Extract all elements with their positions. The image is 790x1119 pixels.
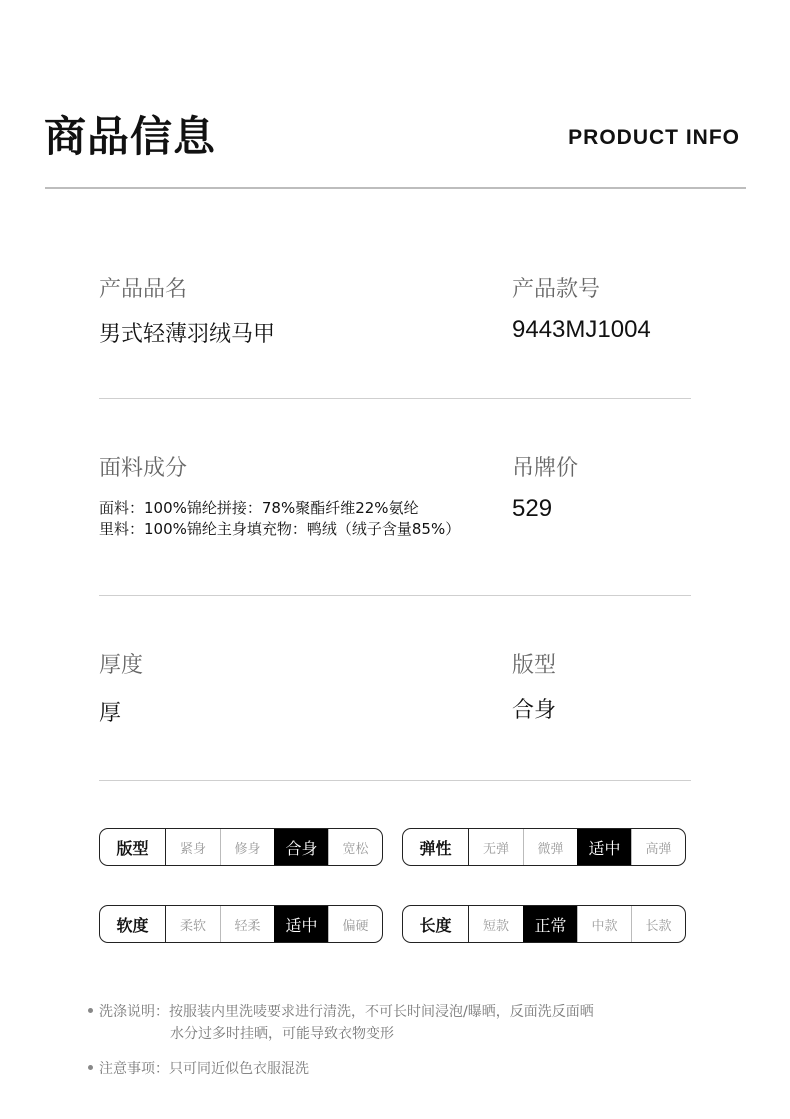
product-name-value: 男式轻薄羽绒马甲 [99, 322, 276, 347]
length-option: 长款 [631, 906, 685, 942]
price-label: 吊牌价 [512, 456, 579, 481]
fit-option: 宽松 [328, 829, 382, 865]
thickness-label: 厚度 [99, 653, 144, 678]
fit-scale-title: 版型 [100, 829, 166, 865]
fit-label: 版型 [512, 653, 557, 678]
caution-note [88, 1058, 309, 1080]
elasticity-option: 高弹 [631, 829, 685, 865]
elasticity-option: 微弹 [523, 829, 577, 865]
softness-option: 偏硬 [328, 906, 382, 942]
length-option: 短款 [482, 918, 509, 934]
wash-line-1: 按服装内里洗唛要求进行清洗，不可长时间浸泡/曝晒，反面洗反面晒 [169, 1004, 594, 1020]
fabric-line-lining: 里料：100%锦纶主身填充物：鸭绒（绒子含量85%） [99, 520, 461, 538]
fit-value: 合身 [512, 698, 557, 723]
softness-option: 柔软 [179, 918, 206, 934]
section-divider [99, 780, 691, 781]
caution-text: 只可同近似色衣服混洗 [169, 1061, 309, 1077]
page-title: 商品信息 [44, 112, 217, 161]
sku-value: 9443MJ1004 [512, 316, 651, 343]
bullet-icon [88, 1008, 93, 1013]
length-scale-title: 长度 [403, 906, 469, 942]
section-divider [99, 398, 691, 399]
wash-instructions [88, 1001, 594, 1023]
wash-label: 洗涤说明： [99, 1004, 169, 1020]
elasticity-scale [402, 828, 686, 866]
elasticity-scale-title: 弹性 [403, 829, 469, 865]
fabric-label: 面料成分 [99, 456, 188, 481]
wash-line-2: 水分过多时挂晒，可能导致衣物变形 [170, 1026, 394, 1042]
bullet-icon [88, 1065, 93, 1070]
fit-option: 合身 [274, 829, 328, 865]
softness-option: 轻柔 [220, 906, 274, 942]
page-title-en: PRODUCT INFO [568, 126, 740, 149]
length-option: 中款 [577, 906, 631, 942]
length-scale [402, 905, 686, 943]
softness-scale [99, 905, 383, 943]
product-name-label: 产品品名 [99, 277, 188, 302]
header-divider [45, 187, 746, 189]
softness-option: 适中 [274, 906, 328, 942]
fit-option: 紧身 [179, 841, 206, 857]
fit-scale [99, 828, 383, 866]
fit-option: 修身 [220, 829, 274, 865]
sku-label: 产品款号 [512, 277, 601, 302]
elasticity-option: 适中 [577, 829, 631, 865]
softness-scale-title: 软度 [100, 906, 166, 942]
length-option: 正常 [523, 906, 577, 942]
section-divider [99, 595, 691, 596]
thickness-value: 厚 [99, 701, 122, 726]
price-value: 529 [512, 495, 553, 522]
caution-label: 注意事项： [99, 1061, 169, 1077]
elasticity-option: 无弹 [482, 841, 509, 857]
fabric-line-outer: 面料：100%锦纶拼接：78%聚酯纤维22%氨纶 [99, 499, 419, 517]
